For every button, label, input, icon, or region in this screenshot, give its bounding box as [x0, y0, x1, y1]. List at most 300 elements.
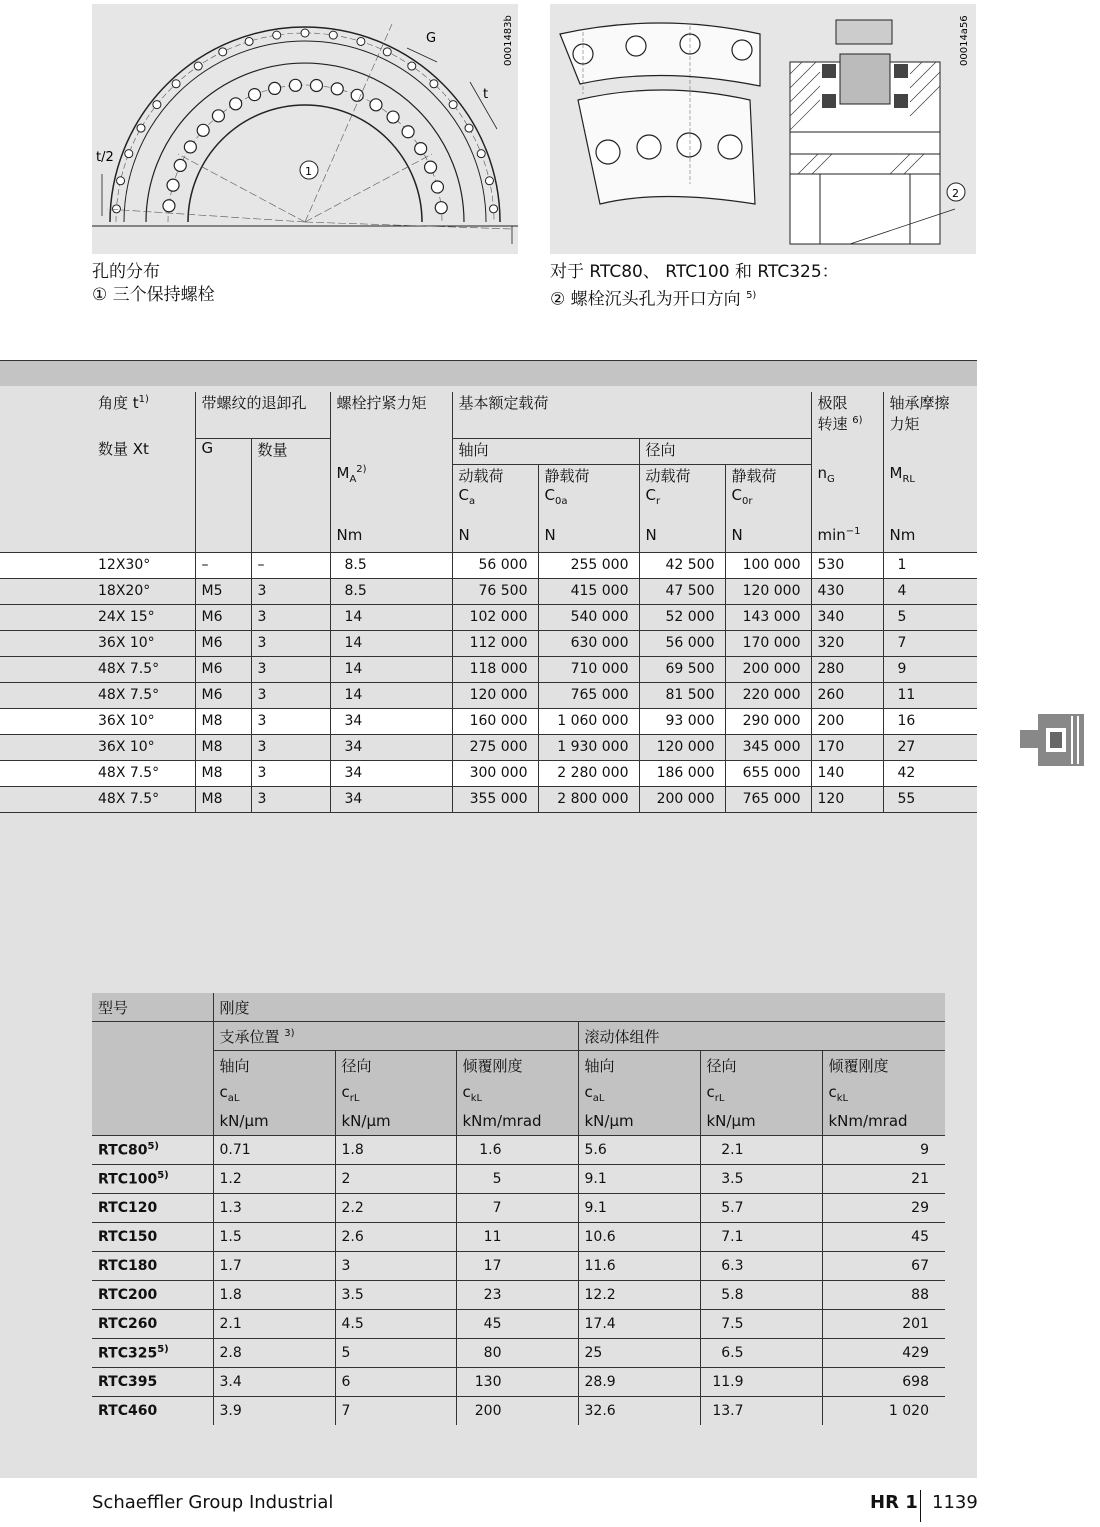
outer-hole — [117, 177, 125, 185]
table-cell: M5 — [195, 578, 251, 604]
table-cell: 45 — [456, 1310, 578, 1339]
table-cell: 1 020 — [822, 1397, 945, 1426]
table-cell: 345 000 — [725, 734, 811, 760]
table-cell: 4.5 — [335, 1310, 456, 1339]
table-row — [0, 604, 977, 630]
table-cell: 47 500 — [639, 578, 725, 604]
table-cell: 2 280 000 — [538, 760, 639, 786]
inner-hole — [163, 200, 175, 212]
header-torque: 螺栓拧紧力矩 — [330, 392, 452, 438]
table-cell: 23 — [456, 1281, 578, 1310]
model-cell: RTC460 — [92, 1397, 213, 1426]
header-band — [0, 361, 977, 386]
unit-kn-um-1: kN/µm — [213, 1107, 335, 1136]
outer-hole — [408, 62, 416, 70]
table-cell: 0.71 — [213, 1136, 335, 1165]
table-cell: 3.4 — [213, 1368, 335, 1397]
table-cell: 143 000 — [725, 604, 811, 630]
label-t: t — [483, 87, 489, 102]
outer-hole — [449, 101, 457, 109]
table-cell: 140 — [811, 760, 883, 786]
table-cell: 16 — [883, 708, 977, 734]
label-g: G — [426, 31, 437, 46]
table-cell: 48X 7.5° — [0, 760, 195, 786]
table-cell: 56 000 — [639, 630, 725, 656]
inner-hole — [370, 99, 382, 111]
table-cell: 25 — [578, 1339, 700, 1368]
footer-company: Schaeffler Group Industrial — [92, 1492, 334, 1513]
table-cell: 32.6 — [578, 1397, 700, 1426]
header-g: G — [195, 438, 251, 464]
outer-hole — [153, 101, 161, 109]
header-c0a: 静载荷 $C_{0a}$ — [538, 464, 639, 526]
caption-left-line1: 孔的分布 — [92, 262, 160, 282]
table-cell: 201 — [822, 1310, 945, 1339]
table-cell: 3 — [251, 786, 330, 812]
table-cell: 160 000 — [452, 708, 538, 734]
bearing-section-icon — [1018, 712, 1086, 768]
table-cell: 300 000 — [452, 760, 538, 786]
header-cal-1: $c_{aL}$ — [213, 1079, 335, 1107]
table-cell: 6.3 — [700, 1252, 822, 1281]
table-cell: 36X 10° — [0, 708, 195, 734]
table-row — [0, 656, 977, 682]
table-row — [0, 630, 977, 656]
table-cell: 34 — [330, 708, 452, 734]
inner-hole — [425, 161, 437, 173]
table-cell: 2 — [335, 1165, 456, 1194]
unit-min: $\min^{-1}$ — [811, 526, 883, 552]
table-cell: 102 000 — [452, 604, 538, 630]
table-cell: 88 — [822, 1281, 945, 1310]
inner-hole — [351, 89, 363, 101]
table-cell: 14 — [330, 630, 452, 656]
figure-code-left: 0001483b — [503, 15, 514, 66]
table-cell: 170 — [811, 734, 883, 760]
table-cell: 1.8 — [335, 1136, 456, 1165]
table-cell: 3 — [251, 604, 330, 630]
header-crl-2: $c_{rL}$ — [700, 1079, 822, 1107]
inner-hole — [402, 126, 414, 138]
table-cell: 220 000 — [725, 682, 811, 708]
table-cell: 11.9 — [700, 1368, 822, 1397]
table-cell: 530 — [811, 552, 883, 578]
unit-knm-mrad-2: kNm/mrad — [822, 1107, 945, 1136]
table-cell: 52 000 — [639, 604, 725, 630]
table-cell: 14 — [330, 604, 452, 630]
inner-hole — [184, 141, 196, 153]
table-cell: 118 000 — [452, 656, 538, 682]
table-cell: 7.5 — [700, 1310, 822, 1339]
header-ma: $M_A^{2)}$ — [330, 464, 452, 526]
table-cell: 5.8 — [700, 1281, 822, 1310]
table-row — [92, 1281, 945, 1310]
table-cell: 5 — [456, 1165, 578, 1194]
table-cell: 28.9 — [578, 1368, 700, 1397]
table-cell: 170 000 — [725, 630, 811, 656]
table-row — [0, 734, 977, 760]
table-cell: 56 000 — [452, 552, 538, 578]
table-cell: 3.5 — [700, 1165, 822, 1194]
table-cell: 27 — [883, 734, 977, 760]
table-cell: 355 000 — [452, 786, 538, 812]
table-cell: M8 — [195, 760, 251, 786]
outer-hole — [194, 62, 202, 70]
table-row — [0, 760, 977, 786]
caption-right-line2: ② 螺栓沉头孔为开口方向 $^{5)}$ — [550, 289, 757, 310]
model-cell: RTC150 — [92, 1223, 213, 1252]
table-cell: 17 — [456, 1252, 578, 1281]
table-cell: 765 000 — [725, 786, 811, 812]
table-cell: 120 000 — [452, 682, 538, 708]
table-cell: 2.8 — [213, 1339, 335, 1368]
table-cell: 4 — [883, 578, 977, 604]
outer-hole — [485, 177, 493, 185]
table-cell: 29 — [822, 1194, 945, 1223]
outer-hole — [490, 205, 498, 213]
counterbore-figure — [550, 4, 976, 254]
table-cell: 2.2 — [335, 1194, 456, 1223]
table-row — [0, 786, 977, 812]
table-cell: 340 — [811, 604, 883, 630]
table-cell: 11.6 — [578, 1252, 700, 1281]
table-cell: 260 — [811, 682, 883, 708]
table-cell: 415 000 — [538, 578, 639, 604]
table-cell: 2 800 000 — [538, 786, 639, 812]
table-cell: 14 — [330, 656, 452, 682]
table-cell: 48X 7.5° — [0, 656, 195, 682]
table-cell: 280 — [811, 656, 883, 682]
table-cell: 120 000 — [725, 578, 811, 604]
table-cell: 1.6 — [456, 1136, 578, 1165]
caption-right — [550, 261, 839, 312]
table-cell: 3 — [251, 630, 330, 656]
header-qty: 数量 — [251, 438, 330, 464]
header-thread-holes: 带螺纹的退卸孔 — [195, 392, 330, 438]
unit-nm: Nm — [330, 526, 452, 552]
label-1: 1 — [305, 165, 312, 178]
inner-hole — [167, 179, 179, 191]
table-cell: 710 000 — [538, 656, 639, 682]
table-cell: 429 — [822, 1339, 945, 1368]
unit-nm-friction: Nm — [883, 526, 977, 552]
table-cell: 630 000 — [538, 630, 639, 656]
outer-hole — [329, 31, 337, 39]
table-cell: 11 — [456, 1223, 578, 1252]
table-cell: 9.1 — [578, 1165, 700, 1194]
unit-n-c0r: N — [725, 526, 811, 552]
header-cal-2: $c_{aL}$ — [578, 1079, 700, 1107]
table-cell: 200 — [811, 708, 883, 734]
inner-hole — [431, 181, 443, 193]
inner-hole — [230, 98, 242, 110]
table-cell: M6 — [195, 630, 251, 656]
header-crl-1: $c_{rL}$ — [335, 1079, 456, 1107]
table-cell: 3.5 — [335, 1281, 456, 1310]
table-cell: 9.1 — [578, 1194, 700, 1223]
outer-hole — [301, 29, 309, 37]
unit-n-cr: N — [639, 526, 725, 552]
outer-hole — [383, 48, 391, 56]
inner-hole — [197, 124, 209, 136]
unit-knm-mrad-1: kNm/mrad — [456, 1107, 578, 1136]
table-row — [0, 578, 977, 604]
table-cell: 3 — [251, 656, 330, 682]
table-cell: 1.5 — [213, 1223, 335, 1252]
table-cell: M6 — [195, 604, 251, 630]
header-stiffness: 刚度 — [213, 993, 945, 1022]
table-cell: – — [195, 552, 251, 578]
header-radial-2: 径向 — [700, 1051, 822, 1080]
table-cell: 81 500 — [639, 682, 725, 708]
table-cell: 130 — [456, 1368, 578, 1397]
table-cell: M6 — [195, 682, 251, 708]
table-cell: 430 — [811, 578, 883, 604]
page-number: 1139 — [932, 1492, 978, 1513]
unit-kn-um-2: kN/µm — [335, 1107, 456, 1136]
model-cell: RTC200 — [92, 1281, 213, 1310]
model-cell: RTC180 — [92, 1252, 213, 1281]
outer-hole — [273, 31, 281, 39]
table-cell: 5.6 — [578, 1136, 700, 1165]
table-cell: 186 000 — [639, 760, 725, 786]
inner-hole — [212, 110, 224, 122]
caption-left — [92, 261, 215, 307]
unit-kn-um-4: kN/µm — [700, 1107, 822, 1136]
table-cell: 3.9 — [213, 1397, 335, 1426]
inner-hole — [387, 111, 399, 123]
header-cr: 动载荷 $C_r$ — [639, 464, 725, 526]
model-cell: RTC395 — [92, 1368, 213, 1397]
header-friction: 轴承摩擦 力矩 — [883, 392, 977, 438]
model-cell: RTC325$^{5)}$ — [92, 1339, 213, 1368]
stiffness-table — [92, 993, 945, 1425]
table-row — [0, 682, 977, 708]
table-cell: 80 — [456, 1339, 578, 1368]
table-cell: 36X 10° — [0, 630, 195, 656]
table-cell: 8.5 — [330, 578, 452, 604]
outer-hole — [465, 124, 473, 132]
table-cell: 3 — [251, 578, 330, 604]
table-cell: 7 — [456, 1194, 578, 1223]
header-ng: $n_G$ — [811, 464, 883, 526]
table-cell: 112 000 — [452, 630, 538, 656]
table-cell: 1.2 — [213, 1165, 335, 1194]
table-cell: 10.6 — [578, 1223, 700, 1252]
table-cell: 76 500 — [452, 578, 538, 604]
outer-hole — [430, 80, 438, 88]
inner-hole — [249, 89, 261, 101]
label-2: 2 — [952, 187, 959, 200]
footer-doc: HR 1 — [870, 1492, 918, 1513]
header-axial: 轴向 — [452, 438, 639, 464]
label-t-half: t/2 — [96, 150, 114, 165]
table-row — [92, 1252, 945, 1281]
table-cell: 93 000 — [639, 708, 725, 734]
table-cell: 8.5 — [330, 552, 452, 578]
table-cell: 9 — [822, 1136, 945, 1165]
model-cell: RTC120 — [92, 1194, 213, 1223]
table-cell: 100 000 — [725, 552, 811, 578]
table-cell: 45 — [822, 1223, 945, 1252]
outer-hole — [357, 37, 365, 45]
table-cell: 1.7 — [213, 1252, 335, 1281]
table-cell: 36X 10° — [0, 734, 195, 760]
table-cell: 5 — [883, 604, 977, 630]
table-row — [92, 1165, 945, 1194]
table-cell: 255 000 — [538, 552, 639, 578]
unit-kn-um-3: kN/µm — [578, 1107, 700, 1136]
table-cell: M6 — [195, 656, 251, 682]
table-cell: 9 — [883, 656, 977, 682]
table-cell: 34 — [330, 760, 452, 786]
table-cell: 67 — [822, 1252, 945, 1281]
table-cell: 3 — [335, 1252, 456, 1281]
table-cell: 11 — [883, 682, 977, 708]
table-cell: 698 — [822, 1368, 945, 1397]
table-cell: 5.7 — [700, 1194, 822, 1223]
inner-hole — [310, 79, 322, 91]
table-cell: 34 — [330, 734, 452, 760]
table-cell: 18X20° — [0, 578, 195, 604]
header-mrl: $M_{RL}$ — [883, 464, 977, 526]
header-support: 支承位置 $^{3)}$ — [213, 1022, 578, 1051]
inner-hole — [415, 143, 427, 155]
table-cell: 3 — [251, 760, 330, 786]
table-cell: 69 500 — [639, 656, 725, 682]
table-row — [0, 552, 977, 578]
table-cell: 12X30° — [0, 552, 195, 578]
table-cell: 655 000 — [725, 760, 811, 786]
table-cell: M8 — [195, 734, 251, 760]
header-radial-1: 径向 — [335, 1051, 456, 1080]
table-cell: 7 — [335, 1397, 456, 1426]
table-cell: 1 930 000 — [538, 734, 639, 760]
table-cell: 42 500 — [639, 552, 725, 578]
table-cell: 42 — [883, 760, 977, 786]
table-cell: 3 — [251, 734, 330, 760]
table-row — [92, 1339, 945, 1368]
table-cell: 55 — [883, 786, 977, 812]
table-cell: 14 — [330, 682, 452, 708]
header-rolling: 滚动体组件 — [578, 1022, 945, 1051]
table-cell: 7 — [883, 630, 977, 656]
outer-hole — [245, 37, 253, 45]
table-cell: M8 — [195, 786, 251, 812]
model-cell: RTC260 — [92, 1310, 213, 1339]
table-cell: 5 — [335, 1339, 456, 1368]
unit-n-c0a: N — [538, 526, 639, 552]
header-ckl-2: $c_{kL}$ — [822, 1079, 945, 1107]
table-cell: 21 — [822, 1165, 945, 1194]
unit-n-ca: N — [452, 526, 538, 552]
table-cell: 200 000 — [639, 786, 725, 812]
table-row — [92, 1397, 945, 1426]
table-cell: 7.1 — [700, 1223, 822, 1252]
table-cell: 13.7 — [700, 1397, 822, 1426]
table-cell: 3 — [251, 682, 330, 708]
table-row — [92, 1368, 945, 1397]
header-radial: 径向 — [639, 438, 811, 464]
table-cell: 48X 7.5° — [0, 786, 195, 812]
table-cell: M8 — [195, 708, 251, 734]
table-cell: 2.6 — [335, 1223, 456, 1252]
inner-hole — [269, 82, 281, 94]
table-cell: 2.1 — [213, 1310, 335, 1339]
table-cell: 290 000 — [725, 708, 811, 734]
table-cell: 48X 7.5° — [0, 682, 195, 708]
header-type: 型号 — [92, 993, 213, 1022]
table-cell: 3 — [251, 708, 330, 734]
outer-hole — [219, 48, 227, 56]
table-cell: 200 — [456, 1397, 578, 1426]
header-speed: 极限 转速 $^{6)}$ — [811, 392, 883, 438]
inner-hole — [435, 202, 447, 214]
table-row — [92, 1136, 945, 1165]
table-cell: 200 000 — [725, 656, 811, 682]
table-cell: 2.1 — [700, 1136, 822, 1165]
table-cell: 1 060 000 — [538, 708, 639, 734]
outer-hole — [112, 205, 120, 213]
load-rating-table — [0, 392, 977, 813]
table-row — [0, 708, 977, 734]
header-tilt-1: 倾覆刚度 — [456, 1051, 578, 1080]
model-cell: RTC80$^{5)}$ — [92, 1136, 213, 1165]
header-axial-1: 轴向 — [213, 1051, 335, 1080]
header-axial-2: 轴向 — [578, 1051, 700, 1080]
table-row — [92, 1310, 945, 1339]
inner-hole — [331, 83, 343, 95]
table-cell: 6.5 — [700, 1339, 822, 1368]
table-cell: 275 000 — [452, 734, 538, 760]
header-basic-load: 基本额定载荷 — [452, 392, 811, 438]
inner-hole — [174, 159, 186, 171]
header-ckl-1: $c_{kL}$ — [456, 1079, 578, 1107]
header-tilt-2: 倾覆刚度 — [822, 1051, 945, 1080]
header-count: 数量 Xt — [98, 440, 149, 458]
table-cell: 765 000 — [538, 682, 639, 708]
table-cell: 320 — [811, 630, 883, 656]
table-cell: 6 — [335, 1368, 456, 1397]
table-cell: 24X 15° — [0, 604, 195, 630]
footer-separator — [920, 1490, 921, 1522]
table-cell: – — [251, 552, 330, 578]
table-cell: 12.2 — [578, 1281, 700, 1310]
table-cell: 120 — [811, 786, 883, 812]
table-cell: 120 000 — [639, 734, 725, 760]
model-cell: RTC100$^{5)}$ — [92, 1165, 213, 1194]
header-angle: 角度 $t^{1)}$ — [98, 394, 149, 412]
outer-hole — [125, 150, 133, 158]
outer-hole — [477, 150, 485, 158]
table-cell: 34 — [330, 786, 452, 812]
header-ca: 动载荷 $C_a$ — [452, 464, 538, 526]
header-c0r: 静载荷 $C_{0r}$ — [725, 464, 811, 526]
inner-hole — [289, 79, 301, 91]
table-cell: 540 000 — [538, 604, 639, 630]
caption-right-line1: 对于 RTC80、 RTC100 和 RTC325： — [550, 262, 839, 282]
outer-hole — [172, 80, 180, 88]
table-row — [92, 1194, 945, 1223]
hole-distribution-figure — [92, 4, 518, 254]
table-cell: 1.3 — [213, 1194, 335, 1223]
table-row — [92, 1223, 945, 1252]
table-cell: 1 — [883, 552, 977, 578]
table-cell: 1.8 — [213, 1281, 335, 1310]
caption-left-line2: ① 三个保持螺栓 — [92, 285, 215, 305]
outer-hole — [137, 124, 145, 132]
figure-code-right: 00014a56 — [959, 15, 970, 66]
